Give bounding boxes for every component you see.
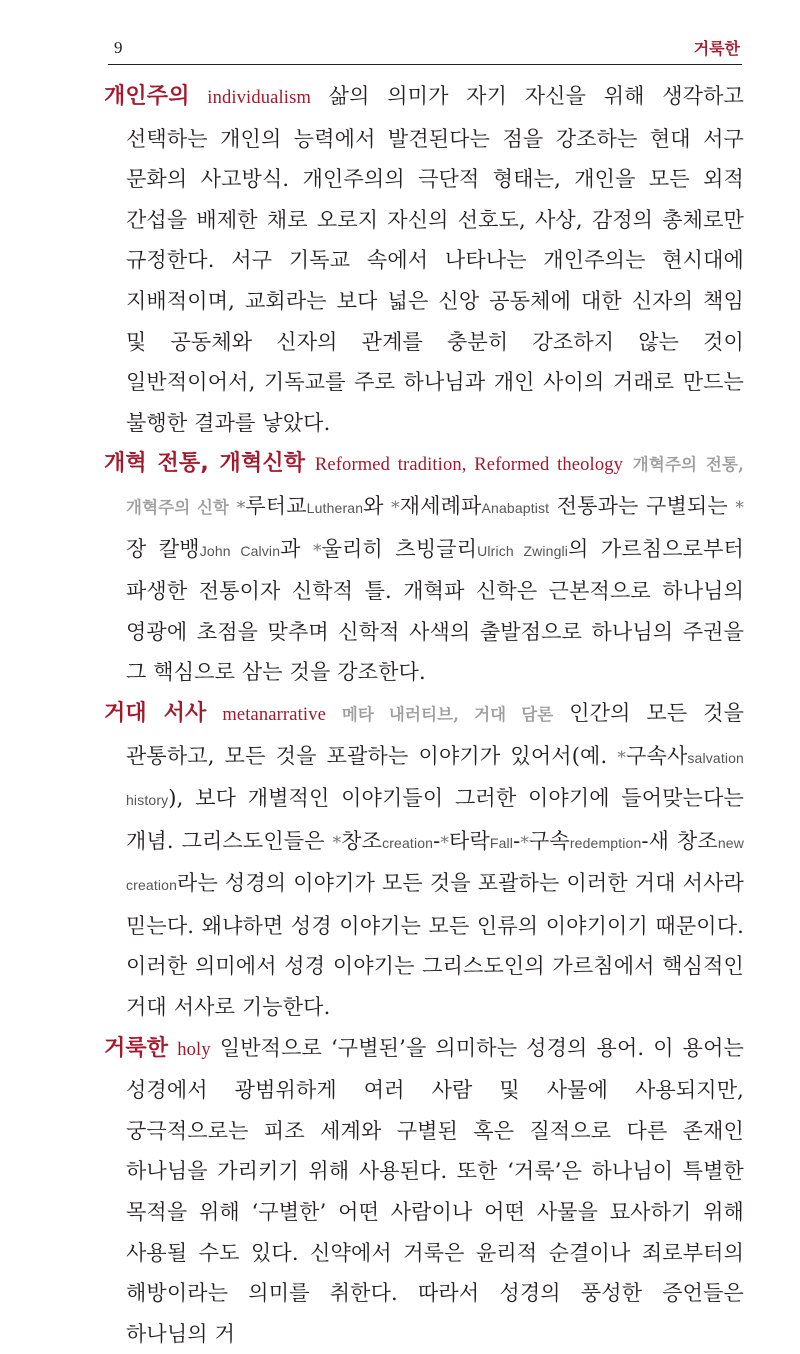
cross-ref-term[interactable]: 타락 (449, 828, 490, 853)
entry-text: 라는 성경의 이야기가 모든 것을 포괄하는 이러한 거대 서사라 믿는다. 왜냐하면 성경 이야기는 모든 인류의 이야기이기 때문이다. 이러한 의미에서 성경 이야기는 그리스도인의 가르침에서 핵심적인 거대 서사로 기능한다. (126, 871, 744, 1020)
cross-ref-marker: * (617, 747, 627, 768)
glossary-body (104, 76, 744, 1354)
glossary-entry-metanarrative (104, 693, 744, 1028)
entry-term: 거대 서사 (104, 700, 207, 726)
entry-term: 개인주의 (104, 84, 190, 109)
cross-ref-english: John Calvin (199, 542, 281, 559)
page-header (108, 30, 742, 65)
cross-ref-term[interactable]: 장 칼뱅 (126, 536, 200, 561)
cross-ref-marker: * (520, 832, 529, 853)
entry-alternates: 메타 내러티브, 거대 담론 (341, 704, 554, 724)
entry-term: 개혁 전통, 개혁신학 (104, 451, 306, 477)
cross-ref-marker: * (391, 497, 400, 518)
cross-ref-english: new creation (126, 834, 744, 894)
entry-definition: 삶의 의미가 자기 자신을 위해 생각하고 선택하는 개인의 능력에서 발견된다는 점을 강조하는 현대 서구 문화의 사고방식. 개인주의의 극단적 형태는, 개인을 모든 외적 간섭을 배제한 채로 오로지 자신의 선호도, 사상, 감정의 총체로만 규정한다. 서구 기독교 속에서 나타나는 개인주의는 현시대에 지배적이며, 교회라는 보다 넓은 신앙 공동체에 대한 신자의 책임 및 공동체와 신자의 관계를 충분히 강조하지 않는 것이 일반적이어서, 기독교를 주로 하나님과 개인 사이의 거래로 만드는 불행한 결과를 낳았다. (126, 84, 744, 435)
cross-ref-english: salvation history (126, 749, 744, 809)
cross-ref-english: Anabaptist (481, 499, 550, 516)
cross-ref-english: creation (382, 834, 434, 851)
entry-text: 과 (280, 536, 313, 561)
cross-ref-marker: * (332, 832, 342, 853)
running-title: 거룩한 (693, 39, 740, 58)
entry-english: holy (177, 1039, 211, 1060)
cross-ref-marker: * (236, 497, 246, 518)
entry-text: 전통과는 구별되는 (549, 493, 736, 518)
entry-text: - (433, 828, 441, 853)
cross-ref-term[interactable]: 구속 (528, 828, 570, 853)
cross-ref-marker: * (735, 497, 744, 518)
entry-text: ), 보다 개별적인 이야기들이 그러한 이야기에 들어맞는다는 개념. 그리스도인들은 (126, 786, 744, 853)
cross-ref-term[interactable]: 울리히 츠빙글리 (321, 536, 478, 561)
entry-text: 와 (363, 493, 392, 518)
glossary-entry-holy (104, 1028, 744, 1354)
entry-english: Reformed tradition, Reformed theology (314, 455, 624, 476)
cross-ref-term[interactable]: 재세례파 (399, 493, 482, 518)
cross-ref-english: Ulrich Zwingli (477, 542, 569, 559)
glossary-entry-reformed (104, 443, 744, 693)
entry-english: metanarrative (222, 704, 326, 725)
cross-ref-marker: * (313, 540, 322, 561)
cross-ref-term: -새 창조 (641, 828, 718, 853)
page-number: 9 (114, 38, 123, 57)
cross-ref-term[interactable]: 구속사 (626, 743, 688, 768)
cross-ref-english: Lutheran (306, 499, 364, 516)
cross-ref-term[interactable]: 창조 (341, 828, 383, 853)
cross-ref-english: Fall (489, 834, 514, 851)
glossary-entry-individualism (104, 76, 744, 443)
entry-text: 의 가르침으로부터 파생한 전통이자 신학적 틀. 개혁파 신학은 근본적으로 하나님의 영광에 초점을 맞추며 신학적 사색의 출발점으로 하나님의 주권을 그 핵심으로 삼는 것을 강조한다. (126, 536, 744, 685)
entry-text: 인간의 모든 것을 관통하고, 모든 것을 포괄하는 이야기가 있어서(예. (126, 700, 744, 768)
cross-ref-marker: * (440, 832, 450, 853)
entry-alternates: 개혁주의 전통, 개혁주의 신학 (126, 455, 744, 517)
entry-english: individualism (207, 88, 311, 108)
cross-ref-term[interactable]: 루터교 (245, 493, 307, 518)
cross-ref-english: redemption (569, 834, 642, 851)
entry-definition: 일반적으로 ‘구별된’을 의미하는 성경의 용어. 이 용어는 성경에서 광범위하게 여러 사람 및 사물에 사용되지만, 궁극적으로는 피조 세계와 구별된 혹은 질적으로 다른 존재인 하나님을 가리키기 위해 사용된다. 또한 ‘거룩’은 하나님이 특별한 목적을 위해 ‘구별한’ 어떤 사람이나 어떤 사물을 묘사하기 위해 사용될 수도 있다. 신약에서 거룩은 윤리적 순결이나 죄로부터의 해방이라는 의미를 취한다. 따라서 성경의 풍성한 증언들은 하나님의 거 (126, 1035, 744, 1346)
entry-text: - (513, 828, 521, 853)
entry-term: 거룩한 (104, 1035, 169, 1061)
